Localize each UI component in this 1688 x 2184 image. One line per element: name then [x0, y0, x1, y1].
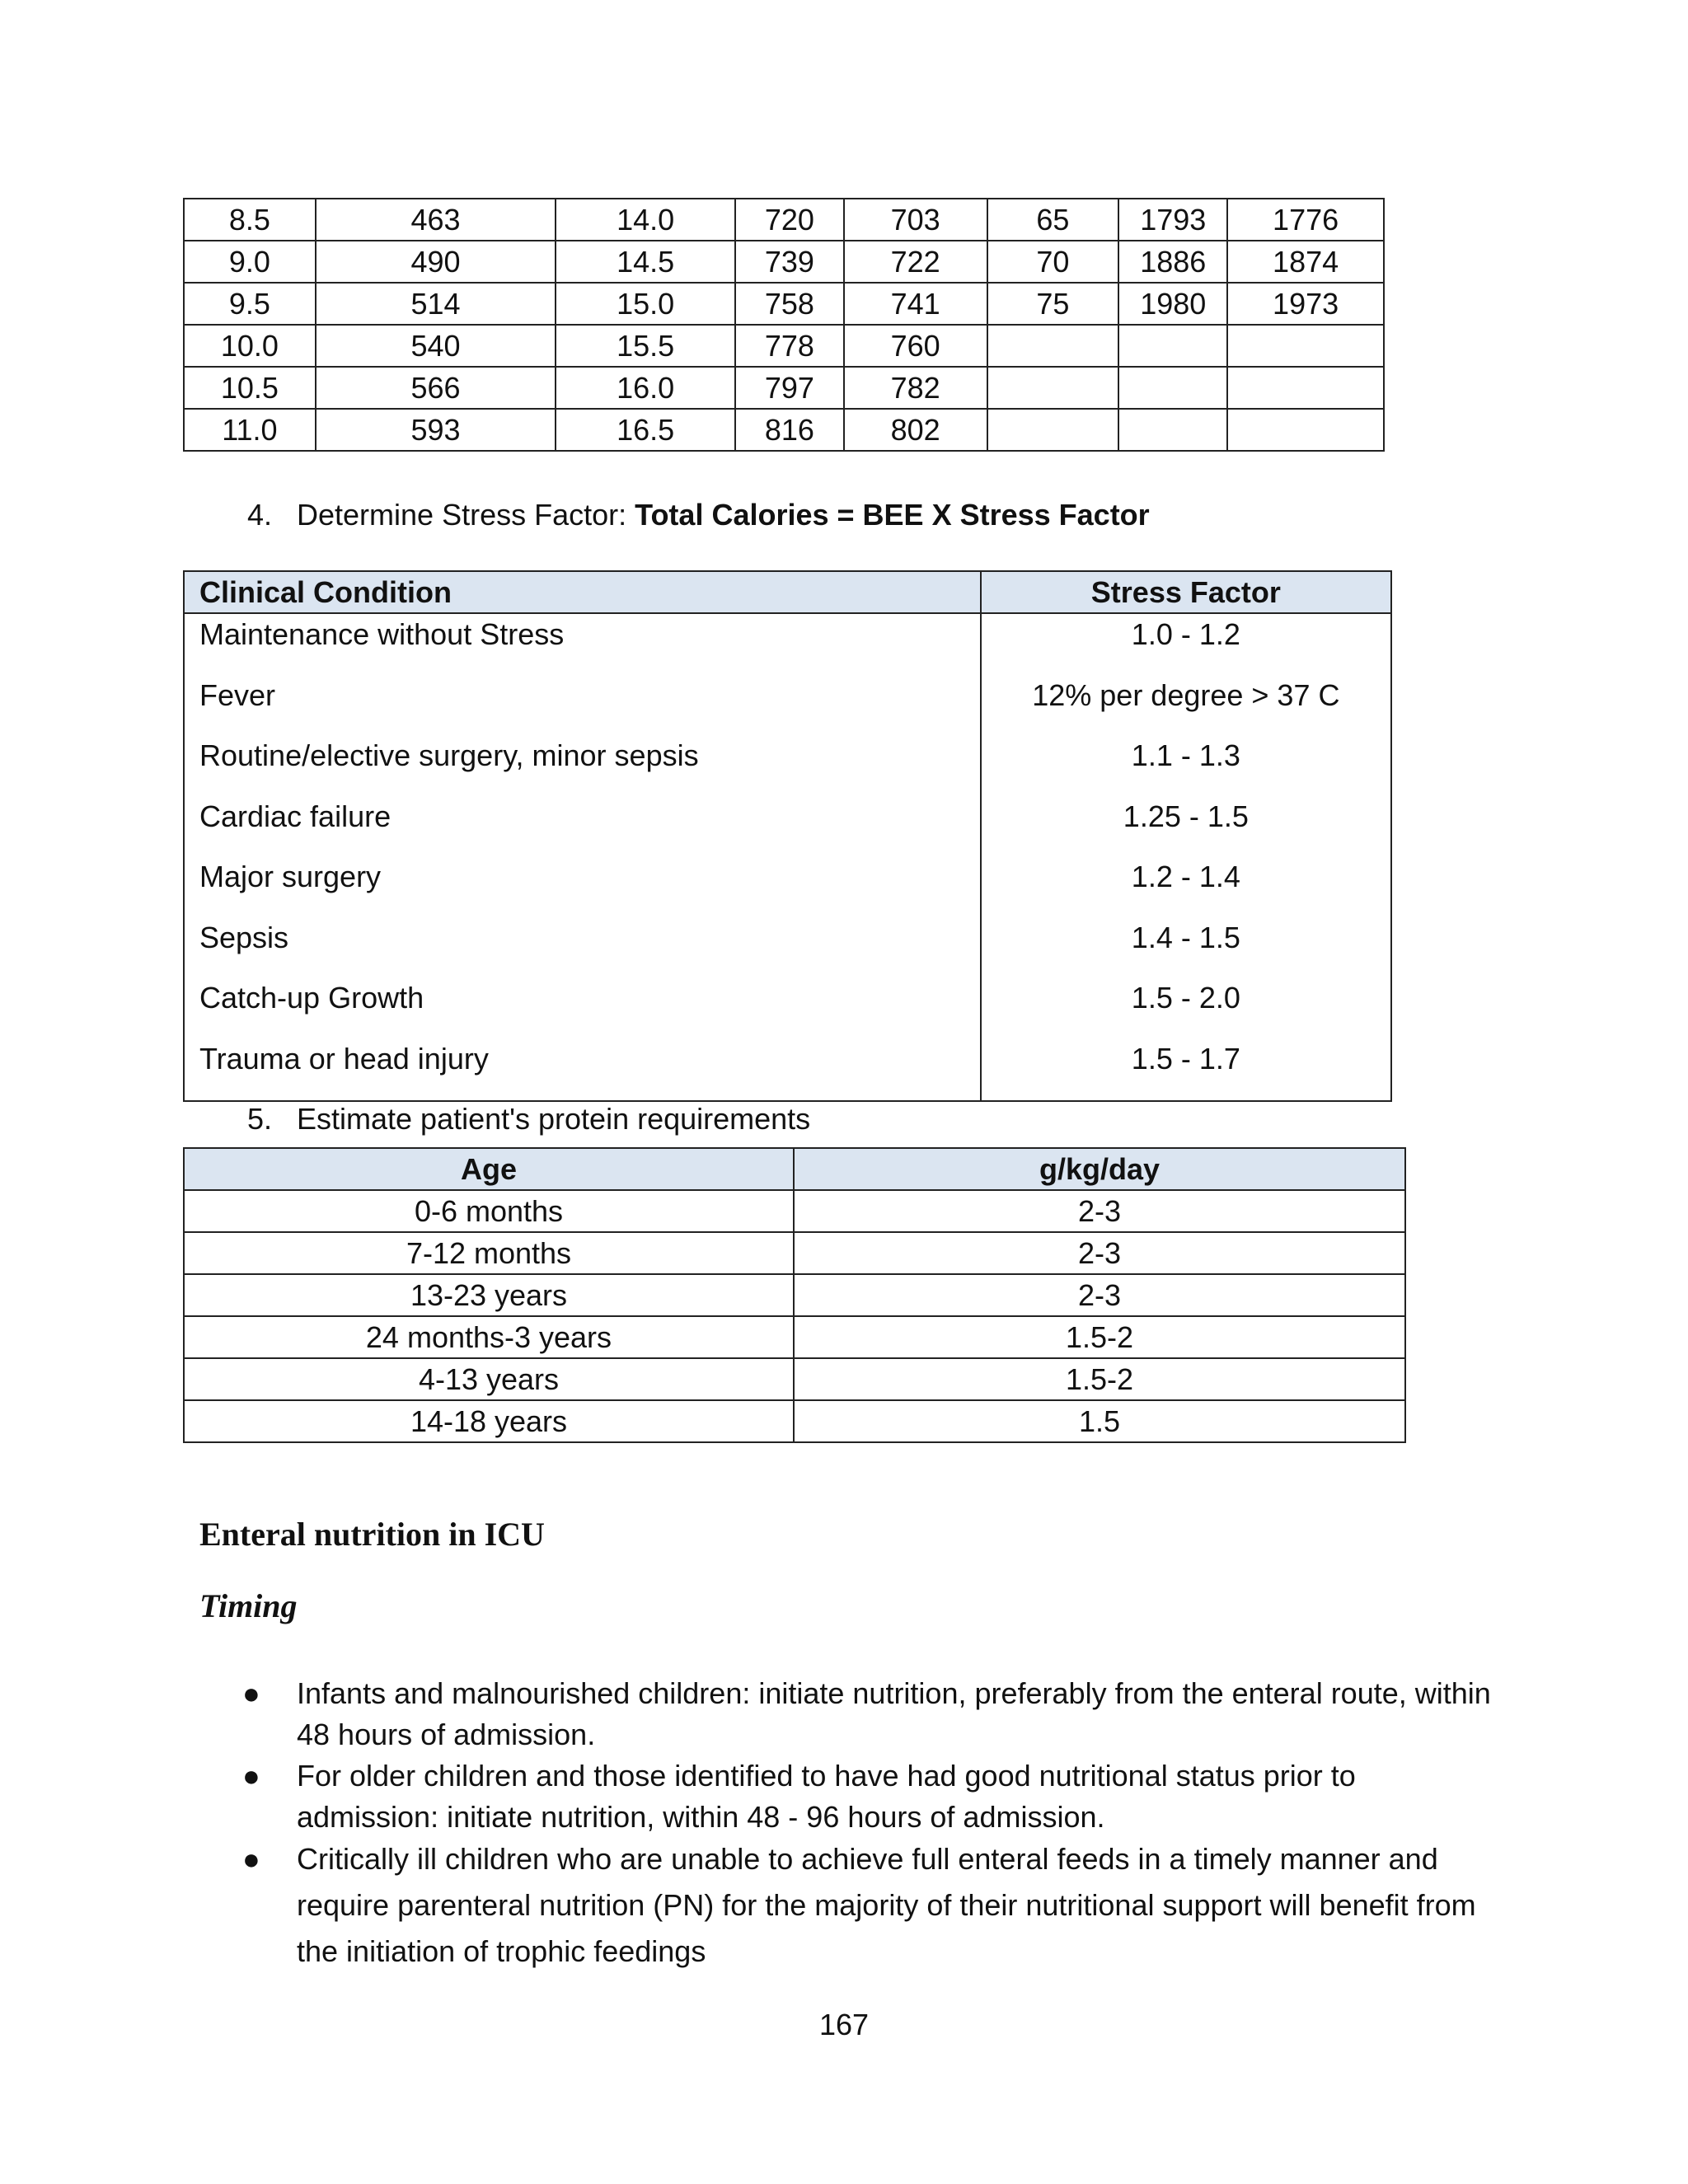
table-cell: 13-23 years [184, 1274, 794, 1316]
table-cell: 0-6 months [184, 1190, 794, 1232]
table-cell: 9.5 [184, 283, 316, 325]
clinical-condition: Cardiac failure [199, 799, 392, 833]
table-cell: 16.0 [556, 367, 735, 409]
table-row [184, 325, 1384, 367]
page-number: 167 [819, 2008, 870, 2041]
stress-factor: 1.1 - 1.3 [1131, 738, 1240, 772]
table-cell: 65 [987, 199, 1119, 241]
step-text: Estimate patient's protein requirements [297, 1102, 811, 1136]
table-cell: 14.5 [556, 241, 735, 283]
list-item-text: For older children and those identified to have had good nutritional status prior to admission: initiate nutrition, within 48 - 96 hours of admission. [297, 1759, 1356, 1834]
table-cell [1227, 325, 1384, 367]
table-cell [1227, 409, 1384, 451]
table-cell: 4-13 years [184, 1358, 794, 1400]
table-cell: 2-3 [794, 1274, 1405, 1316]
table-cell: 1776 [1227, 199, 1384, 241]
table-cell: 540 [316, 325, 556, 367]
table-cell [987, 325, 1119, 367]
table-row [184, 1190, 1405, 1232]
table-cell: 720 [735, 199, 844, 241]
table-cell: 703 [844, 199, 987, 241]
table-cell: 75 [987, 283, 1119, 325]
table-cell: 1973 [1227, 283, 1384, 325]
stress-factor: 1.4 - 1.5 [1131, 920, 1240, 954]
table-cell: 15.0 [556, 283, 735, 325]
bullet-list [239, 1673, 1500, 1975]
table-cell: 70 [987, 241, 1119, 283]
clinical-condition: Trauma or head injury [199, 1041, 489, 1076]
table-row [184, 1316, 1405, 1358]
bullet-icon: ● [242, 1676, 260, 1710]
stress-factor: 12% per degree > 37 C [1032, 677, 1340, 712]
table-cell: 514 [316, 283, 556, 325]
table-cell: 11.0 [184, 409, 316, 451]
table-cell: 1980 [1118, 283, 1227, 325]
section-heading: Enteral nutrition in ICU [199, 1516, 545, 1553]
protein-requirements-table [183, 1147, 1406, 1443]
stress-factors-cell [981, 613, 1391, 1101]
table-cell: 8.5 [184, 199, 316, 241]
table-cell: 593 [316, 409, 556, 451]
clinical-condition: Routine/elective surgery, minor sepsis [199, 738, 699, 772]
table-cell: 722 [844, 241, 987, 283]
column-header: Clinical Condition [184, 571, 981, 613]
bullet-icon: ● [242, 1842, 260, 1876]
stress-factor: 1.0 - 1.2 [1131, 617, 1240, 651]
bee-table [183, 198, 1385, 452]
table-cell: 566 [316, 367, 556, 409]
list-item [239, 1673, 1500, 1755]
table-cell [1118, 367, 1227, 409]
table-cell: 778 [735, 325, 844, 367]
table-cell: 24 months-3 years [184, 1316, 794, 1358]
clinical-condition: Sepsis [199, 920, 289, 954]
step-number: 4. [247, 498, 273, 532]
table-row [184, 1358, 1405, 1400]
table-cell: 16.5 [556, 409, 735, 451]
clinical-condition: Fever [199, 677, 276, 712]
table-row [184, 409, 1384, 451]
table-row [184, 1400, 1405, 1442]
table-row [184, 241, 1384, 283]
table-row [184, 367, 1384, 409]
list-item-text: Critically ill children who are unable to achieve full enteral feeds in a timely manner and require parenteral nutrition (PN) for the majority of their nutritional support will benefit from the initiation of trophic feedings [297, 1842, 1476, 1968]
column-header: Stress Factor [981, 571, 1391, 613]
stress-factor: 1.5 - 2.0 [1131, 981, 1240, 1015]
table-row [184, 1274, 1405, 1316]
table-cell: 2-3 [794, 1232, 1405, 1274]
stress-factor: 1.2 - 1.4 [1131, 860, 1240, 893]
table-cell: 760 [844, 325, 987, 367]
table-cell: 758 [735, 283, 844, 325]
table-cell [1118, 409, 1227, 451]
step-4-heading [247, 498, 1150, 532]
table-cell: 15.5 [556, 325, 735, 367]
subsection-heading: Timing [199, 1587, 298, 1624]
table-cell: 463 [316, 199, 556, 241]
clinical-condition: Major surgery [199, 860, 382, 893]
table-cell: 741 [844, 283, 987, 325]
bullet-icon: ● [242, 1759, 260, 1793]
table-cell: 1886 [1118, 241, 1227, 283]
table-cell: 802 [844, 409, 987, 451]
table-cell: 1874 [1227, 241, 1384, 283]
table-cell: 816 [735, 409, 844, 451]
table-cell [987, 409, 1119, 451]
stress-factor: 1.25 - 1.5 [1123, 799, 1249, 833]
column-header: g/kg/day [794, 1148, 1405, 1190]
table-cell [1227, 367, 1384, 409]
table-cell: 10.5 [184, 367, 316, 409]
table-cell: 1793 [1118, 199, 1227, 241]
table-cell: 10.0 [184, 325, 316, 367]
clinical-condition: Catch-up Growth [199, 981, 424, 1015]
clinical-conditions-cell [184, 613, 981, 1101]
table-row [184, 1232, 1405, 1274]
table-cell: 782 [844, 367, 987, 409]
column-header: Age [184, 1148, 794, 1190]
table-cell: 14-18 years [184, 1400, 794, 1442]
step-text: Determine Stress Factor: [297, 498, 635, 532]
list-item [239, 1755, 1500, 1838]
clinical-condition: Maintenance without Stress [199, 617, 565, 651]
table-cell [1118, 325, 1227, 367]
table-row [184, 199, 1384, 241]
list-item-text: Infants and malnourished children: initiate nutrition, preferably from the enteral route, within 48 hours of admission. [297, 1676, 1491, 1751]
table-cell: 739 [735, 241, 844, 283]
table-cell: 14.0 [556, 199, 735, 241]
table-cell: 2-3 [794, 1190, 1405, 1232]
list-item [239, 1836, 1500, 1975]
stress-factor-table [183, 570, 1392, 1102]
table-cell: 9.0 [184, 241, 316, 283]
table-cell: 1.5-2 [794, 1358, 1405, 1400]
table-cell: 1.5-2 [794, 1316, 1405, 1358]
table-cell: 490 [316, 241, 556, 283]
step-5-heading [247, 1102, 810, 1137]
stress-factor: 1.5 - 1.7 [1131, 1041, 1240, 1076]
step-number: 5. [247, 1102, 273, 1136]
table-cell: 1.5 [794, 1400, 1405, 1442]
step-formula: Total Calories = BEE X Stress Factor [635, 498, 1150, 532]
table-cell: 797 [735, 367, 844, 409]
table-row [184, 283, 1384, 325]
table-cell [987, 367, 1119, 409]
table-cell: 7-12 months [184, 1232, 794, 1274]
